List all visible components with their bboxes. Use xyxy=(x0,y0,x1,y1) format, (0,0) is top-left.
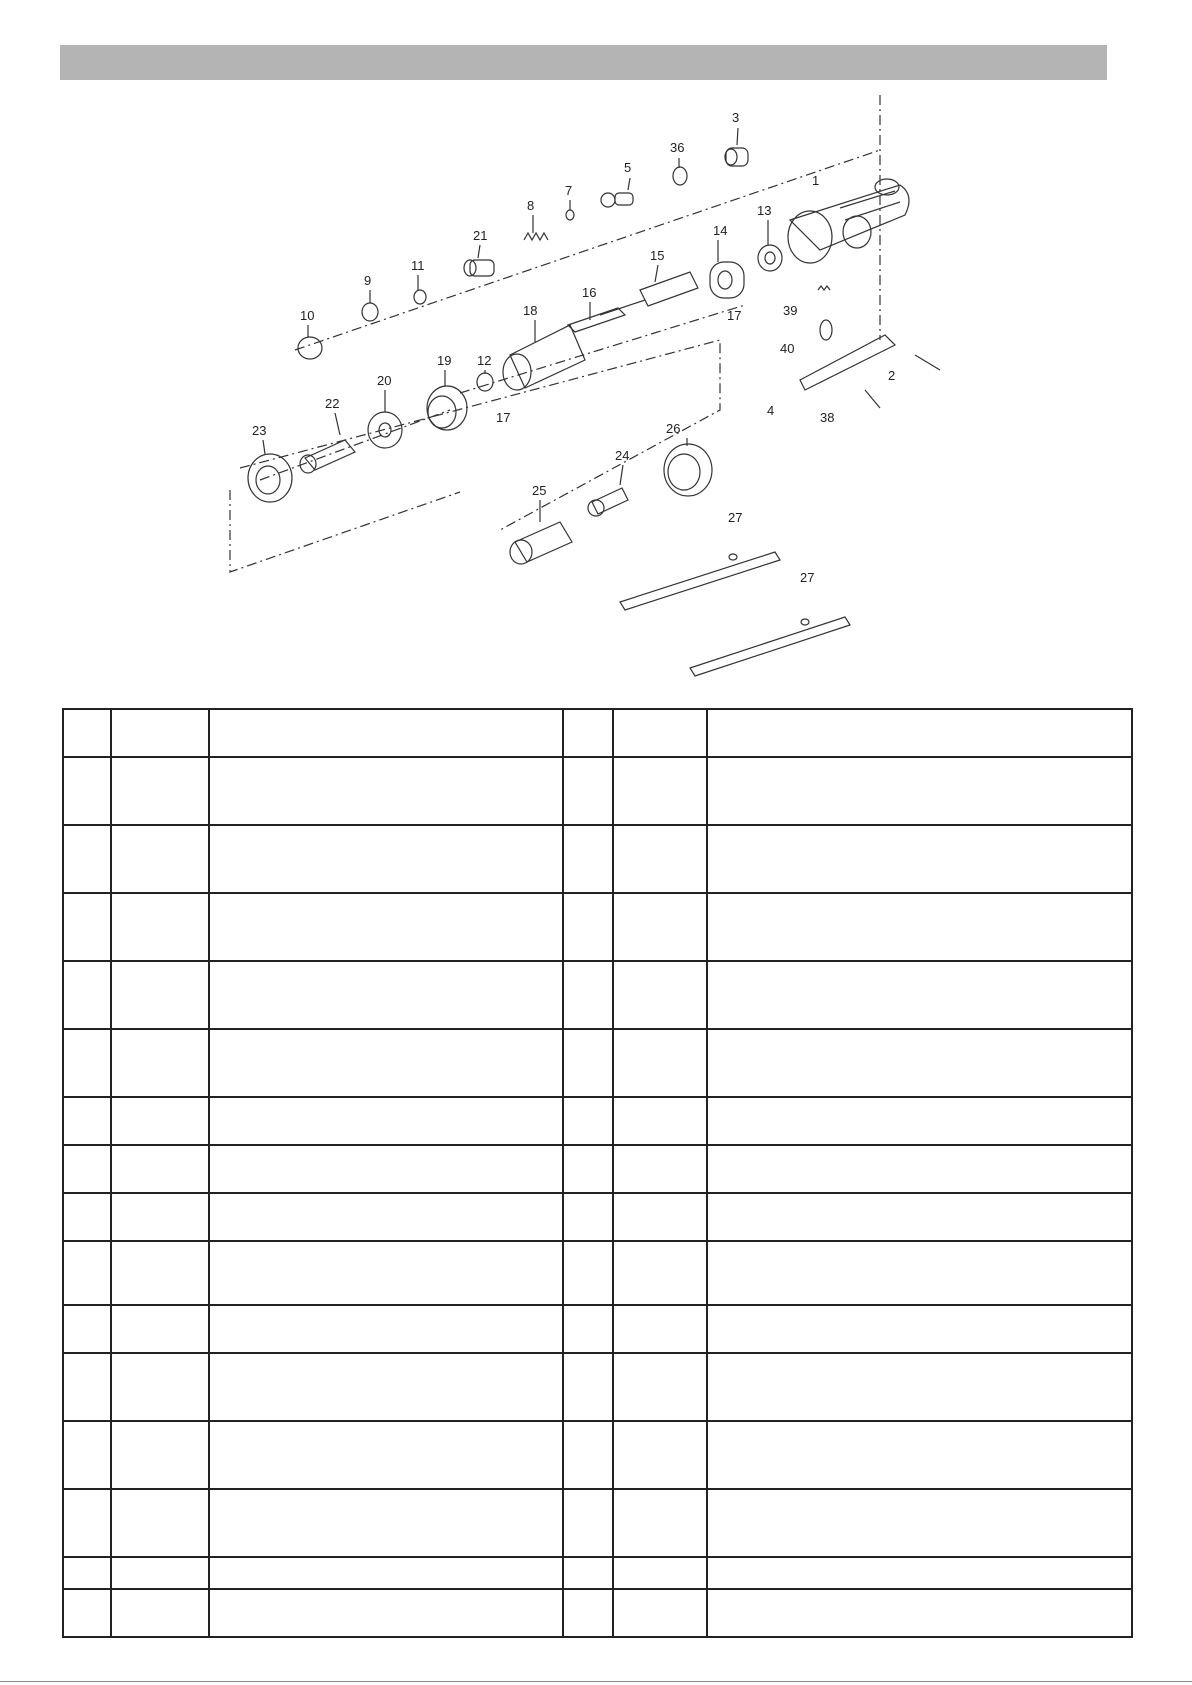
table-cell xyxy=(111,709,209,757)
table-row xyxy=(63,1489,1132,1557)
table-cell xyxy=(209,961,563,1029)
table-cell xyxy=(111,825,209,893)
table-cell xyxy=(707,961,1132,1029)
callout-7: 7 xyxy=(565,183,573,198)
table-cell xyxy=(563,1145,613,1193)
table-cell xyxy=(209,1193,563,1241)
table-cell xyxy=(111,1193,209,1241)
table-cell xyxy=(209,1421,563,1489)
table-cell xyxy=(563,825,613,893)
header-bar xyxy=(60,45,1107,80)
table-cell xyxy=(63,757,111,825)
table-cell xyxy=(707,1557,1132,1589)
table-cell xyxy=(111,757,209,825)
table-cell xyxy=(707,1097,1132,1145)
table-row xyxy=(63,1193,1132,1241)
table-cell xyxy=(209,1489,563,1557)
table-cell xyxy=(563,1193,613,1241)
table-cell xyxy=(613,961,707,1029)
table-cell xyxy=(613,1421,707,1489)
table-cell xyxy=(63,709,111,757)
table-cell xyxy=(613,1145,707,1193)
table-cell xyxy=(563,709,613,757)
table-row xyxy=(63,1589,1132,1637)
callout-24: 24 xyxy=(615,448,630,463)
table-cell xyxy=(63,1489,111,1557)
table-cell xyxy=(563,1421,613,1489)
callout-5: 5 xyxy=(624,160,632,175)
table-cell xyxy=(63,825,111,893)
callout-11: 11 xyxy=(411,258,425,273)
table-cell xyxy=(111,1305,209,1353)
callout-16: 16 xyxy=(582,285,597,300)
table-row xyxy=(63,1305,1132,1353)
table-cell xyxy=(209,1097,563,1145)
table-row xyxy=(63,1353,1132,1421)
table-cell xyxy=(63,1193,111,1241)
callout-19: 19 xyxy=(437,353,452,368)
table-cell xyxy=(111,1241,209,1305)
parts-table xyxy=(62,708,1133,1638)
callout-10: 10 xyxy=(300,308,315,323)
callout-21: 21 xyxy=(473,228,488,243)
table-cell xyxy=(613,1241,707,1305)
table-cell xyxy=(111,961,209,1029)
table-cell xyxy=(707,709,1132,757)
callout-17a: 17 xyxy=(727,308,742,323)
callout-26: 26 xyxy=(666,421,681,436)
table-cell xyxy=(63,961,111,1029)
table-row xyxy=(63,893,1132,961)
table-cell xyxy=(563,757,613,825)
callout-2: 2 xyxy=(888,368,896,383)
table-row xyxy=(63,1145,1132,1193)
table-cell xyxy=(563,1353,613,1421)
table-cell xyxy=(613,709,707,757)
table-cell xyxy=(111,1557,209,1589)
table-cell xyxy=(707,1489,1132,1557)
table-cell xyxy=(707,757,1132,825)
table-cell xyxy=(707,1305,1132,1353)
table-cell xyxy=(613,1557,707,1589)
table-row xyxy=(63,961,1132,1029)
table-cell xyxy=(209,1353,563,1421)
table-cell xyxy=(111,1097,209,1145)
callout-27a: 27 xyxy=(728,510,743,525)
table-cell xyxy=(707,1421,1132,1489)
callout-22: 22 xyxy=(325,396,340,411)
exploded-parts-diagram xyxy=(0,90,1192,690)
table-cell xyxy=(63,1305,111,1353)
callout-23: 23 xyxy=(252,423,267,438)
table-header-row xyxy=(63,709,1132,757)
table-cell xyxy=(111,1421,209,1489)
callout-20: 20 xyxy=(377,373,392,388)
table-cell xyxy=(707,1353,1132,1421)
table-cell xyxy=(613,1029,707,1097)
table-cell xyxy=(613,1353,707,1421)
callout-15: 15 xyxy=(650,248,665,263)
table-cell xyxy=(613,825,707,893)
table-cell xyxy=(63,1589,111,1637)
callout-14: 14 xyxy=(713,223,728,238)
table-cell xyxy=(563,893,613,961)
callout-39: 39 xyxy=(783,303,798,318)
callout-12: 12 xyxy=(477,353,492,368)
table-cell xyxy=(613,757,707,825)
table-cell xyxy=(209,1145,563,1193)
table-cell xyxy=(209,709,563,757)
table-cell xyxy=(613,1097,707,1145)
callout-18: 18 xyxy=(523,303,538,318)
table-cell xyxy=(111,1353,209,1421)
table-cell xyxy=(209,893,563,961)
table-cell xyxy=(563,1589,613,1637)
table-cell xyxy=(563,1241,613,1305)
table-cell xyxy=(707,893,1132,961)
table-cell xyxy=(111,1029,209,1097)
table-row xyxy=(63,1097,1132,1145)
callout-36: 36 xyxy=(670,140,685,155)
table-cell xyxy=(63,893,111,961)
table-cell xyxy=(707,1193,1132,1241)
table-cell xyxy=(63,1145,111,1193)
table-cell xyxy=(707,1589,1132,1637)
table-cell xyxy=(707,1029,1132,1097)
callout-4: 4 xyxy=(767,403,775,418)
table-cell xyxy=(209,1589,563,1637)
table-cell xyxy=(63,1353,111,1421)
callout-25: 25 xyxy=(532,483,547,498)
callout-3: 3 xyxy=(732,110,740,125)
table-cell xyxy=(613,1589,707,1637)
table-cell xyxy=(209,757,563,825)
callout-1: 1 xyxy=(812,173,820,188)
table-cell xyxy=(111,893,209,961)
callout-9: 9 xyxy=(364,273,372,288)
table-row xyxy=(63,825,1132,893)
table-cell xyxy=(209,1305,563,1353)
table-row xyxy=(63,1241,1132,1305)
table-cell xyxy=(613,893,707,961)
table-cell xyxy=(63,1421,111,1489)
table-cell xyxy=(209,1241,563,1305)
footer-rule xyxy=(0,1681,1192,1682)
table-cell xyxy=(209,1557,563,1589)
table-cell xyxy=(613,1489,707,1557)
table-cell xyxy=(111,1489,209,1557)
table-cell xyxy=(63,1241,111,1305)
table-cell xyxy=(209,1029,563,1097)
table-row xyxy=(63,1421,1132,1489)
table-cell xyxy=(563,1489,613,1557)
table-cell xyxy=(707,1145,1132,1193)
callout-13: 13 xyxy=(757,203,772,218)
table-cell xyxy=(63,1029,111,1097)
table-cell xyxy=(209,825,563,893)
callout-40: 40 xyxy=(780,341,795,356)
table-cell xyxy=(613,1193,707,1241)
callout-8: 8 xyxy=(527,198,535,213)
table-cell xyxy=(613,1305,707,1353)
table-cell xyxy=(563,1029,613,1097)
table-cell xyxy=(563,1305,613,1353)
table-cell xyxy=(563,1097,613,1145)
table-cell xyxy=(111,1145,209,1193)
table-cell xyxy=(707,1241,1132,1305)
table-cell xyxy=(563,1557,613,1589)
table-cell xyxy=(563,961,613,1029)
table-cell xyxy=(707,825,1132,893)
table-cell xyxy=(63,1557,111,1589)
table-row xyxy=(63,757,1132,825)
table-cell xyxy=(63,1097,111,1145)
table-cell xyxy=(111,1589,209,1637)
table-row xyxy=(63,1029,1132,1097)
callout-27b: 27 xyxy=(800,570,815,585)
callout-17b: 17 xyxy=(496,410,511,425)
callout-38: 38 xyxy=(820,410,835,425)
table-row xyxy=(63,1557,1132,1589)
